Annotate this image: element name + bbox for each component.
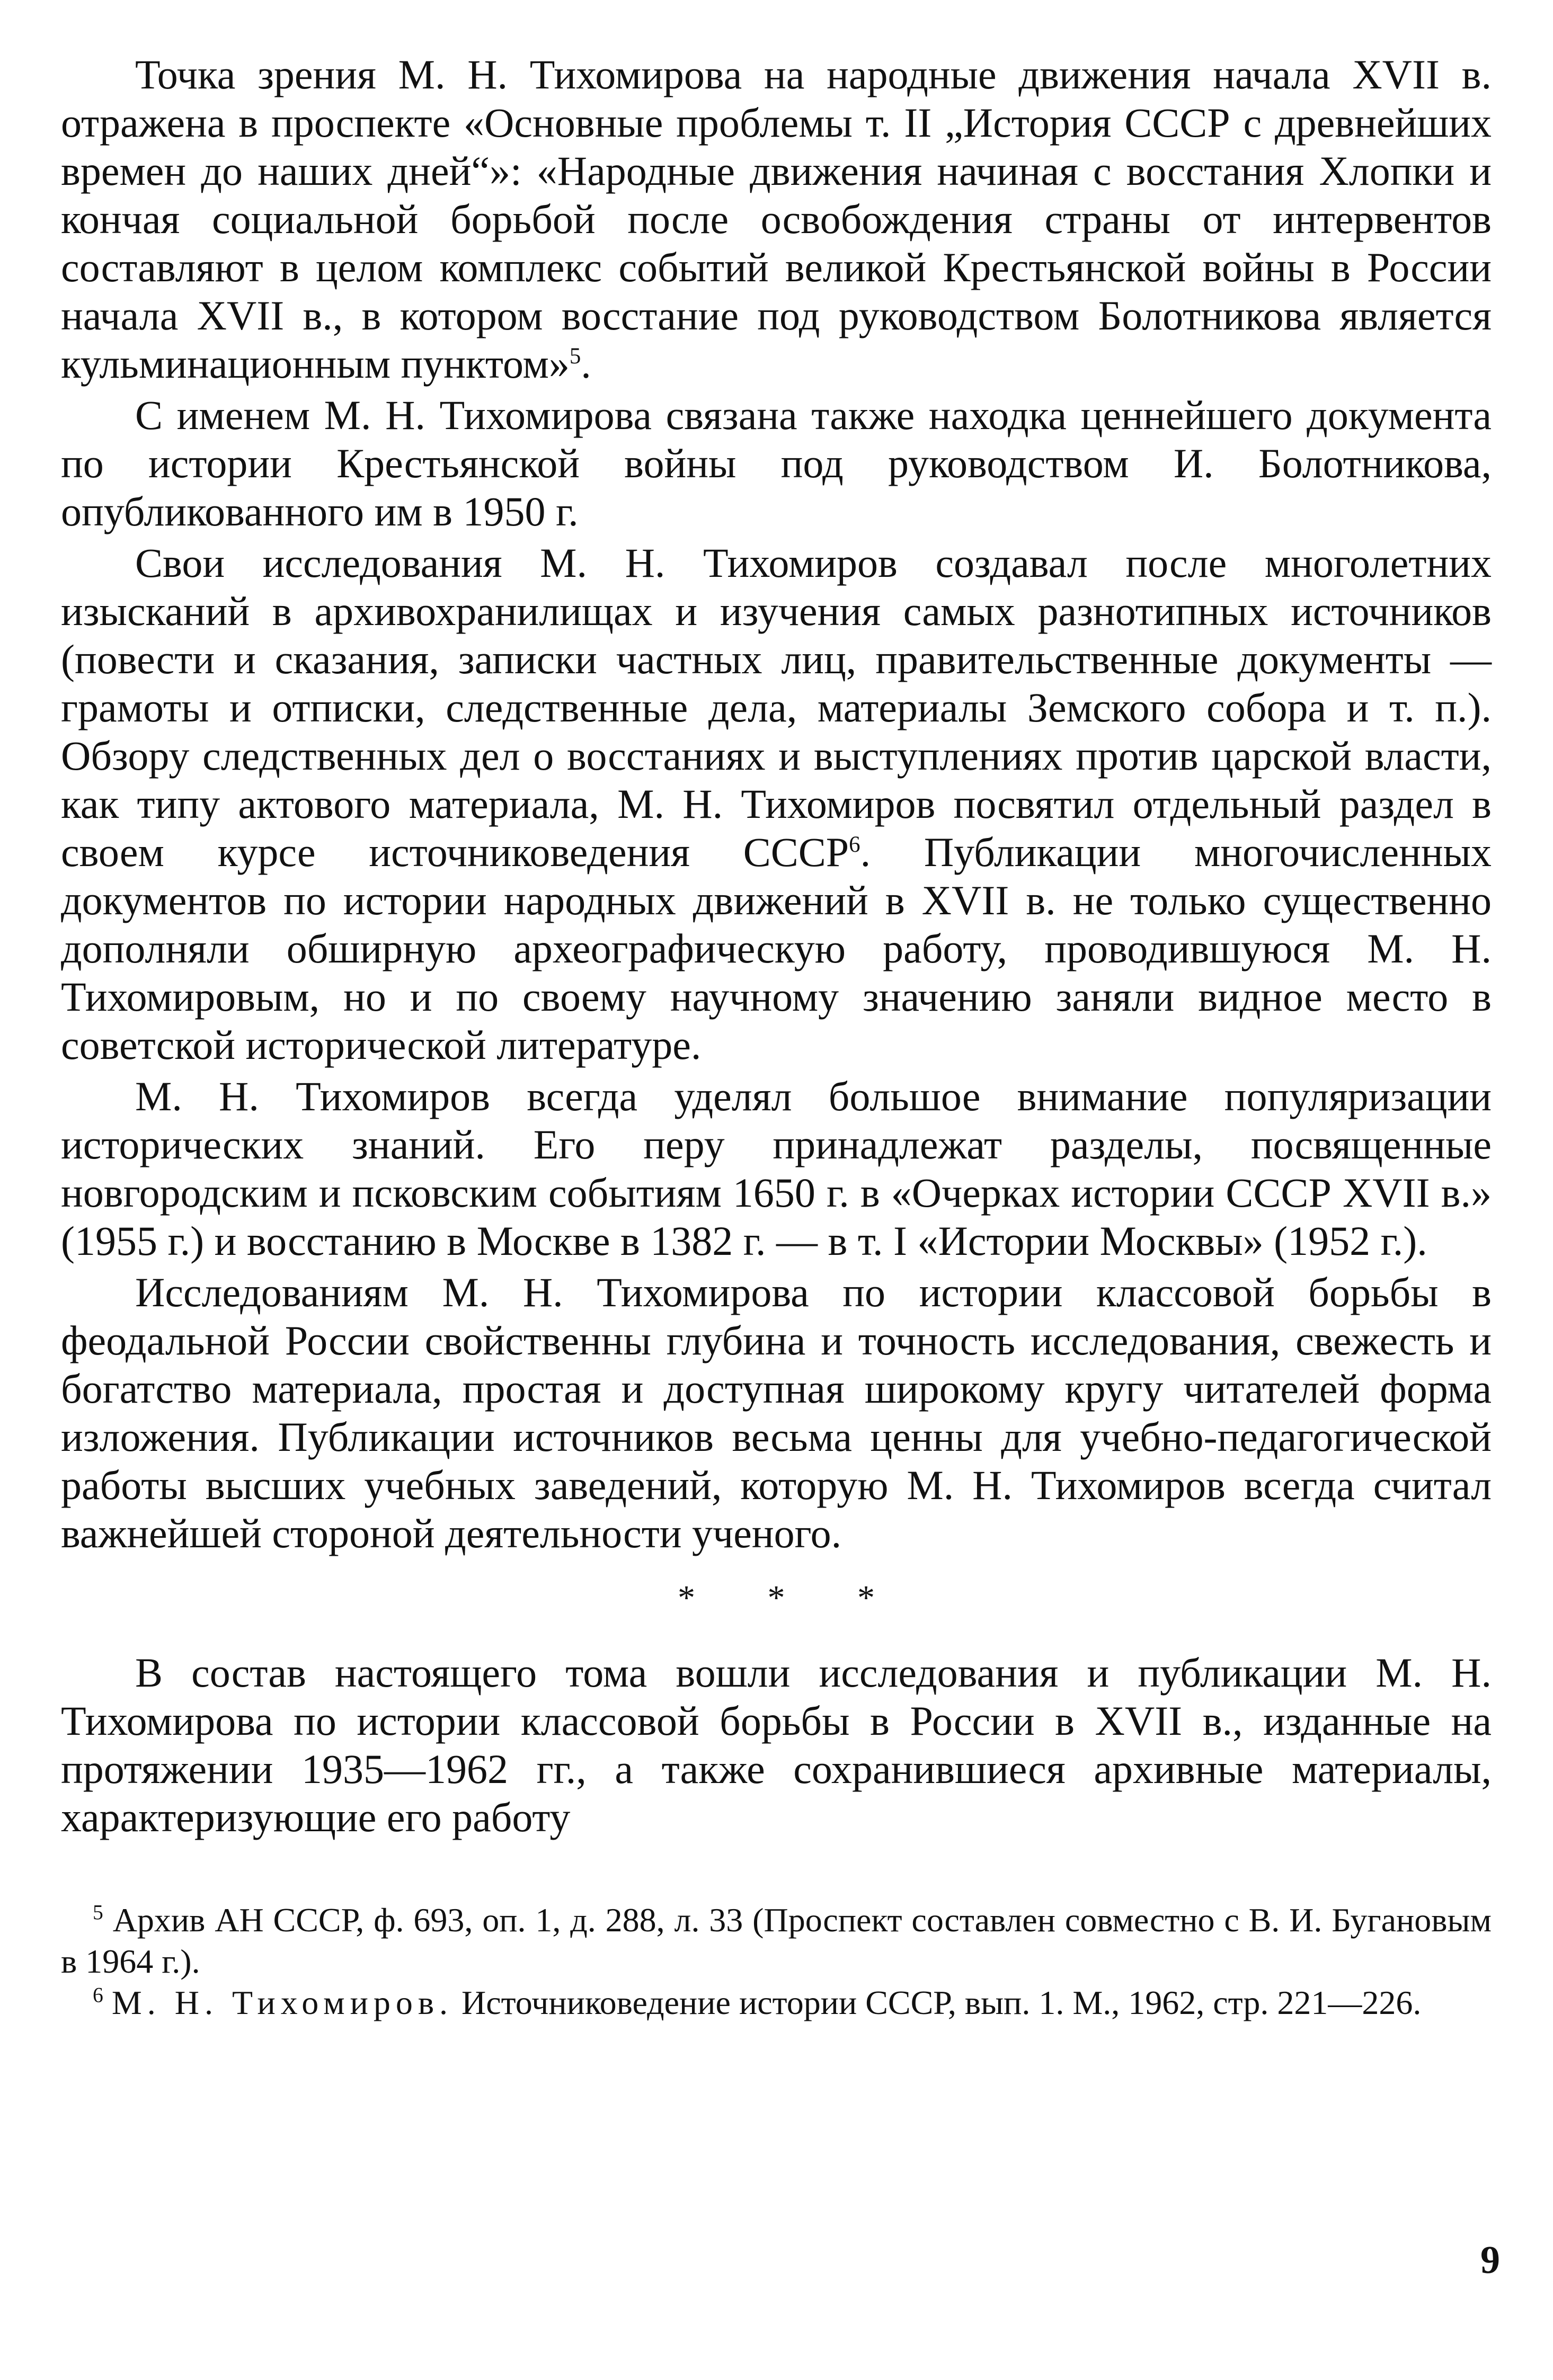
footnote-6 (61, 1982, 1492, 2024)
section-separator: * * * (678, 1579, 907, 1617)
footnotes (61, 1900, 1492, 2024)
paragraph-5 (61, 1268, 1492, 1557)
paragraph-3 (61, 539, 1492, 1069)
footnote-ref-6[interactable]: 6 (849, 832, 860, 857)
footnote-6-number: 6 (93, 1983, 103, 2007)
paragraph-1-end: . (581, 341, 591, 387)
paragraph-1 (61, 50, 1492, 388)
paragraph-2-text: С именем М. Н. Тихомирова связана также находка ценнейшего документа по истории Крестьянской войны под руководством И. Болотникова, опубликованного им в 1950 г. (61, 392, 1492, 534)
page-body (61, 50, 1492, 2024)
paragraph-1-text: Точка зрения М. Н. Тихомирова на народные движения начала XVII в. отражена в проспекте «Основные проблемы т. II „История СССР с древнейших времен до наших дней“»: «Народные движения начиная с восстания Хлопки и кончая социальной борьбой после освобождения страны от интервентов составляют в целом комплекс событий великой Крестьянской войны в России начала XVII в., в котором восстание под руководством Болотникова является кульминационным пунктом» (61, 51, 1492, 387)
paragraph-3-text: Свои исследования М. Н. Тихомиров создавал после многолетних изысканий в архивохранилищах и изучения самых разнотипных источников (повести и сказания, записки частных лиц, правительственные документы — грамоты и отписки, следственные дела, материалы Земского собора и т. п.). Обзору следственных дел о восстаниях и выступлениях против царской власти, как типу актового материала, М. Н. Тихомиров посвятил отдельный раздел в своем курсе источниковедения СССР (61, 540, 1492, 875)
footnote-6-text: Источниковедение истории СССР, вып. 1. М., 1962, стр. 221—226. (462, 1984, 1422, 2021)
footnote-5 (61, 1900, 1492, 1982)
paragraph-4-text: М. Н. Тихомиров всегда уделял большое внимание популяризации исторических знаний. Его перу принадлежат разделы, посвященные новгородским и псковским событиям 1650 г. в «Очерках истории СССР XVII в.» (1955 г.) и восстанию в Москве в 1382 г. — в т. I «Истории Москвы» (1952 г.). (61, 1073, 1492, 1264)
paragraph-3-continuation: . Публикации многочисленных документов по истории народных движений в XVII в. не только существенно дополняли обширную археографическую работу, проводившуюся М. Н. Тихомировым, но и по своему научному значению заняли видное место в советской исторической литературе. (61, 829, 1492, 1068)
footnote-5-text: Архив АН СССР, ф. 693, оп. 1, д. 288, л. 33 (Проспект составлен совместно с В. И. Бугановым в 1964 г.). (61, 1901, 1492, 1980)
page-number: 9 (1480, 2239, 1500, 2282)
footnote-ref-5[interactable]: 5 (569, 344, 581, 369)
footnote-5-number: 5 (93, 1901, 103, 1924)
paragraph-4 (61, 1072, 1492, 1265)
closing-paragraph (61, 1648, 1492, 1841)
closing-paragraph-text: В состав настоящего тома вошли исследования и публикации М. Н. Тихомирова по истории классовой борьбы в России в XVII в., изданные на протяжении 1935—1962 гг., а также сохранившиеся архивные материалы, характеризующие его работу (61, 1650, 1492, 1840)
paragraph-5-text: Исследованиям М. Н. Тихомирова по истории классовой борьбы в феодальной России свойственны глубина и точность исследования, свежесть и богатство материала, простая и доступная широкому кругу читателей форма изложения. Публикации источников весьма ценны для учебно-педагогической работы высших учебных заведений, которую М. Н. Тихомиров всегда считал важнейшей стороной деятельности ученого. (61, 1269, 1492, 1556)
footnote-6-author: М. Н. Тихомиров. (111, 1984, 454, 2021)
paragraph-2 (61, 391, 1492, 536)
